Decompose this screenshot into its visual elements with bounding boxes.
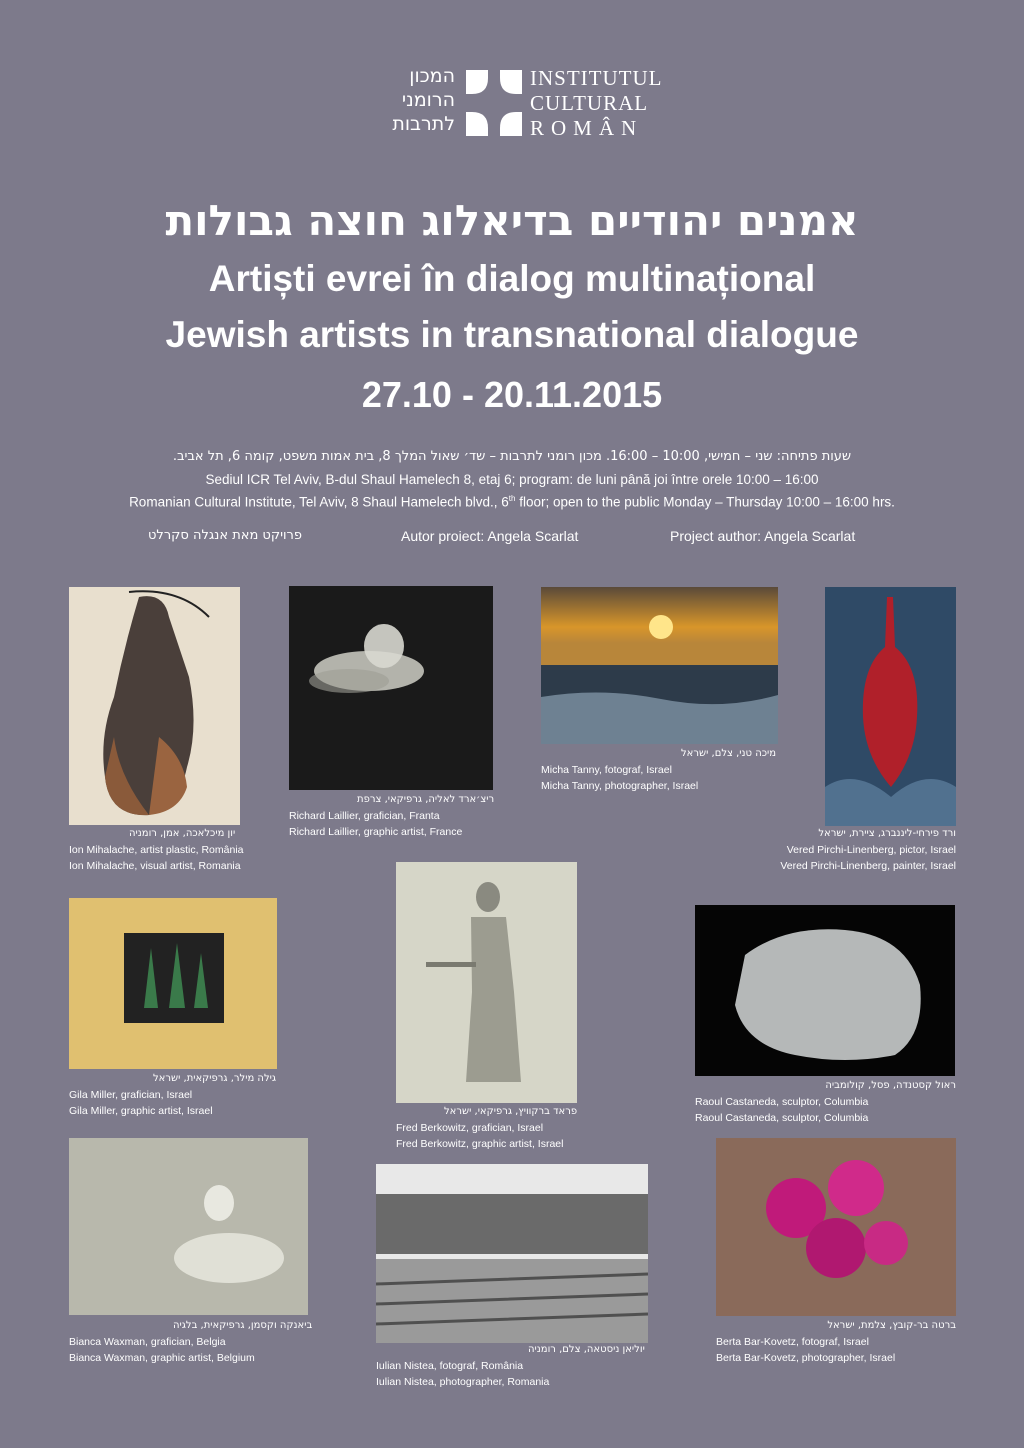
title-english: Jewish artists in transnational dialogue (165, 314, 859, 355)
artwork-caption-mihalache: יון מיכלאכה, אמן, רומניה Ion Mihalache, artist plastic, România Ion Mihalache, visual artist, Romania (69, 828, 244, 872)
artwork-caption-miller: גילה מילר, גרפיקאית, ישראל Gila Miller, grafician, Israel Gila Miller, graphic artist, Israel (69, 1073, 276, 1117)
artwork-caption-nistea: יוליאן ניסטאה, צלם, רומניה Iulian Nistea, fotograf, România Iulian Nistea, photographer, Romania (376, 1344, 645, 1388)
logo-romanian-text: INSTITUTUL CULTURAL ROMÂN (530, 66, 663, 140)
info-english: Romanian Cultural Institute, Tel Aviv, 8 Shaul Hamelech blvd., 6th floor; open to the public Monday – Thursday 10:00 – 16:00 hrs. (129, 494, 895, 510)
artwork-image-berkowitz (396, 862, 577, 1103)
exhibition-dates: 27.10 - 20.11.2015 (361, 374, 663, 415)
artwork-image-miller (69, 898, 277, 1069)
title-romanian: Artiști evrei în dialog multinațional (208, 258, 816, 299)
artwork-image-bar-kovetz (716, 1138, 956, 1316)
author-hebrew: פרויקט מאת אנגלה סקרלט (148, 528, 302, 543)
title-hebrew: אמנים יהודיים בדיאלוג חוצה גבולות (165, 196, 859, 245)
logo-hebrew-text: המכון הרומני לתרבות (392, 65, 455, 135)
artwork-image-waxman (69, 1138, 308, 1315)
artwork-caption-laillier: ריצ׳ארד לאליה, גרפיקאי, צרפת Richard Laillier, grafician, Franta Richard Laillier, graphic artist, France (289, 794, 495, 838)
info-hebrew: שעות פתיחה: שני – חמישי, 10:00 – 16:00. מכון רומני לתרבות – שד׳ שאול המלך 8, בית אמות משפט, קומה 6, תל אביב. (172, 449, 852, 464)
icr-logo (360, 64, 670, 144)
artwork-image-castaneda (695, 905, 955, 1076)
artwork-caption-tanny: מיכה טני, צלם, ישראל Micha Tanny, fotograf, Israel Micha Tanny, photographer, Israel (541, 748, 777, 792)
artwork-caption-castaneda: ראול קסטנדה, פסל, קולומביה Raoul Castaneda, sculptor, Columbia Raoul Castaneda, sculptor, Columbia (695, 1080, 956, 1124)
icr-logo-icon (464, 68, 524, 138)
artwork-caption-berkowitz: פראד ברקוויץ, גרפיקאי, ישראל Fred Berkowitz, grafician, Israel Fred Berkowitz, graphic artist, Israel (396, 1106, 578, 1150)
author-romanian: Autor proiect: Angela Scarlat (401, 528, 579, 544)
artwork-image-mihalache (69, 587, 240, 825)
author-english: Project author: Angela Scarlat (670, 528, 856, 544)
artwork-image-pirchi-linenberg (825, 587, 956, 826)
info-romanian: Sediul ICR Tel Aviv, B-dul Shaul Hamelech 8, etaj 6; program: de luni până joi între orele 10:00 – 16:00 (205, 472, 819, 487)
artwork-caption-pirchi-linenberg: ורד פירחי-ליננברג, ציירת, ישראל Vered Pirchi-Linenberg, pictor, Israel Vered Pirchi-Linenberg, painter, Israel (780, 828, 956, 872)
artwork-image-laillier (289, 586, 493, 790)
artwork-image-nistea (376, 1164, 648, 1343)
artwork-image-tanny (541, 587, 778, 744)
artwork-caption-bar-kovetz: ברטה בר-קובץ, צלמת, ישראל Berta Bar-Kovetz, fotograf, Israel Berta Bar-Kovetz, photographer, Israel (716, 1320, 956, 1364)
artwork-caption-waxman: ביאנקה וקסמן, גרפיקאית, בלגיה Bianca Waxman, grafician, Belgia Bianca Waxman, graphic artist, Belgium (69, 1320, 313, 1364)
